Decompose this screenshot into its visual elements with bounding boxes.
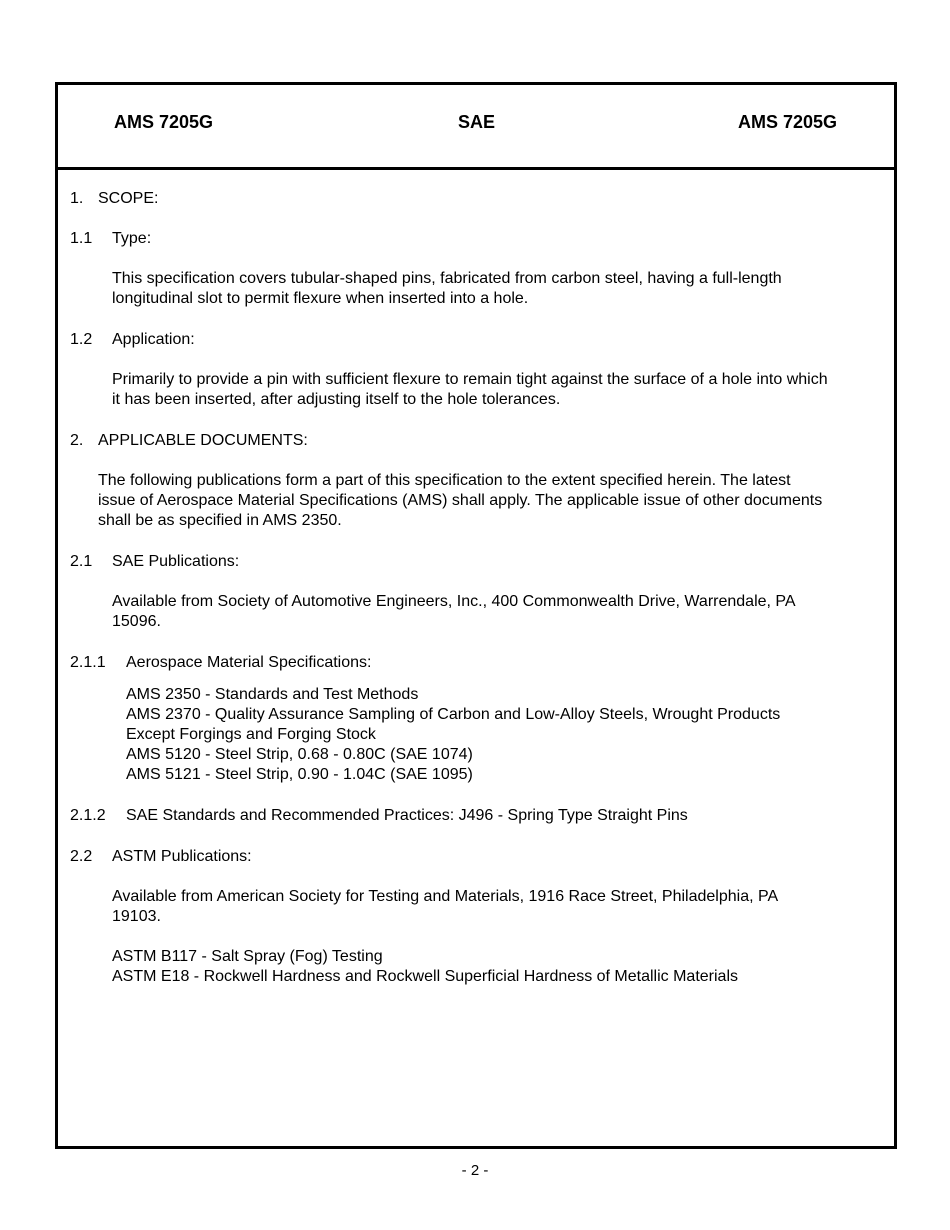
section-1-1-title: Type:	[112, 230, 152, 247]
section-1-number: 1.	[70, 190, 84, 207]
header-org: SAE	[458, 112, 496, 132]
section-1-2-number: 1.2	[70, 331, 93, 348]
section-1-1-body-line: longitudinal slot to permit flexure when inserted into a hole.	[112, 290, 529, 307]
list-item: ASTM B117 - Salt Spray (Fog) Testing	[112, 948, 383, 965]
list-item: Except Forgings and Forging Stock	[126, 726, 376, 743]
section-1-2-body-line: Primarily to provide a pin with sufficient flexure to remain tight against the surface of a hole into which	[112, 371, 828, 388]
section-1-2-body-line: it has been inserted, after adjusting itself to the hole tolerances.	[112, 391, 561, 408]
section-2-number: 2.	[70, 432, 84, 449]
section-2-1-1-number: 2.1.1	[70, 654, 106, 671]
page-number: - 2 -	[461, 1162, 489, 1179]
section-2-2-title: ASTM Publications:	[112, 848, 252, 865]
section-1-title: SCOPE:	[98, 190, 159, 207]
section-2-1-body-line: Available from Society of Automotive Engineers, Inc., 400 Commonwealth Drive, Warrendale, PA	[112, 593, 796, 610]
section-2-1-2-title: SAE Standards and Recommended Practices: J496 - Spring Type Straight Pins	[126, 807, 688, 824]
section-2-1-number: 2.1	[70, 553, 93, 570]
section-2-2-body-line: 19103.	[112, 908, 161, 925]
header-doc-number-right: AMS 7205G	[738, 112, 838, 132]
section-1-1-body-line: This specification covers tubular-shaped pins, fabricated from carbon steel, having a full-length	[112, 270, 782, 287]
section-2-title: APPLICABLE DOCUMENTS:	[98, 432, 308, 449]
section-2-1-body-line: 15096.	[112, 613, 161, 630]
section-1-2-title: Application:	[112, 331, 195, 348]
section-2-2-body-line: Available from American Society for Testing and Materials, 1916 Race Street, Philadelphia, PA	[112, 888, 779, 905]
list-item: AMS 2350 - Standards and Test Methods	[126, 686, 419, 703]
list-item: AMS 2370 - Quality Assurance Sampling of Carbon and Low-Alloy Steels, Wrought Products	[126, 706, 781, 723]
list-item: AMS 5120 - Steel Strip, 0.68 - 0.80C (SAE 1074)	[126, 746, 473, 763]
list-item: AMS 5121 - Steel Strip, 0.90 - 1.04C (SAE 1095)	[126, 766, 473, 783]
section-2-body-line: shall be as specified in AMS 2350.	[98, 512, 342, 529]
list-item: ASTM E18 - Rockwell Hardness and Rockwell Superficial Hardness of Metallic Materials	[112, 968, 739, 985]
section-2-body-line: issue of Aerospace Material Specifications (AMS) shall apply. The applicable issue of other documents	[98, 492, 823, 509]
section-2-1-2-number: 2.1.2	[70, 807, 106, 824]
header-doc-number-left: AMS 7205G	[114, 112, 214, 132]
section-1-1-number: 1.1	[70, 230, 93, 247]
section-2-body-line: The following publications form a part of this specification to the extent specified herein. The latest	[98, 472, 791, 489]
section-2-1-1-title: Aerospace Material Specifications:	[126, 654, 372, 671]
section-2-1-title: SAE Publications:	[112, 553, 240, 570]
section-2-2-number: 2.2	[70, 848, 93, 865]
document-header	[58, 85, 894, 170]
page-frame	[55, 82, 897, 1149]
